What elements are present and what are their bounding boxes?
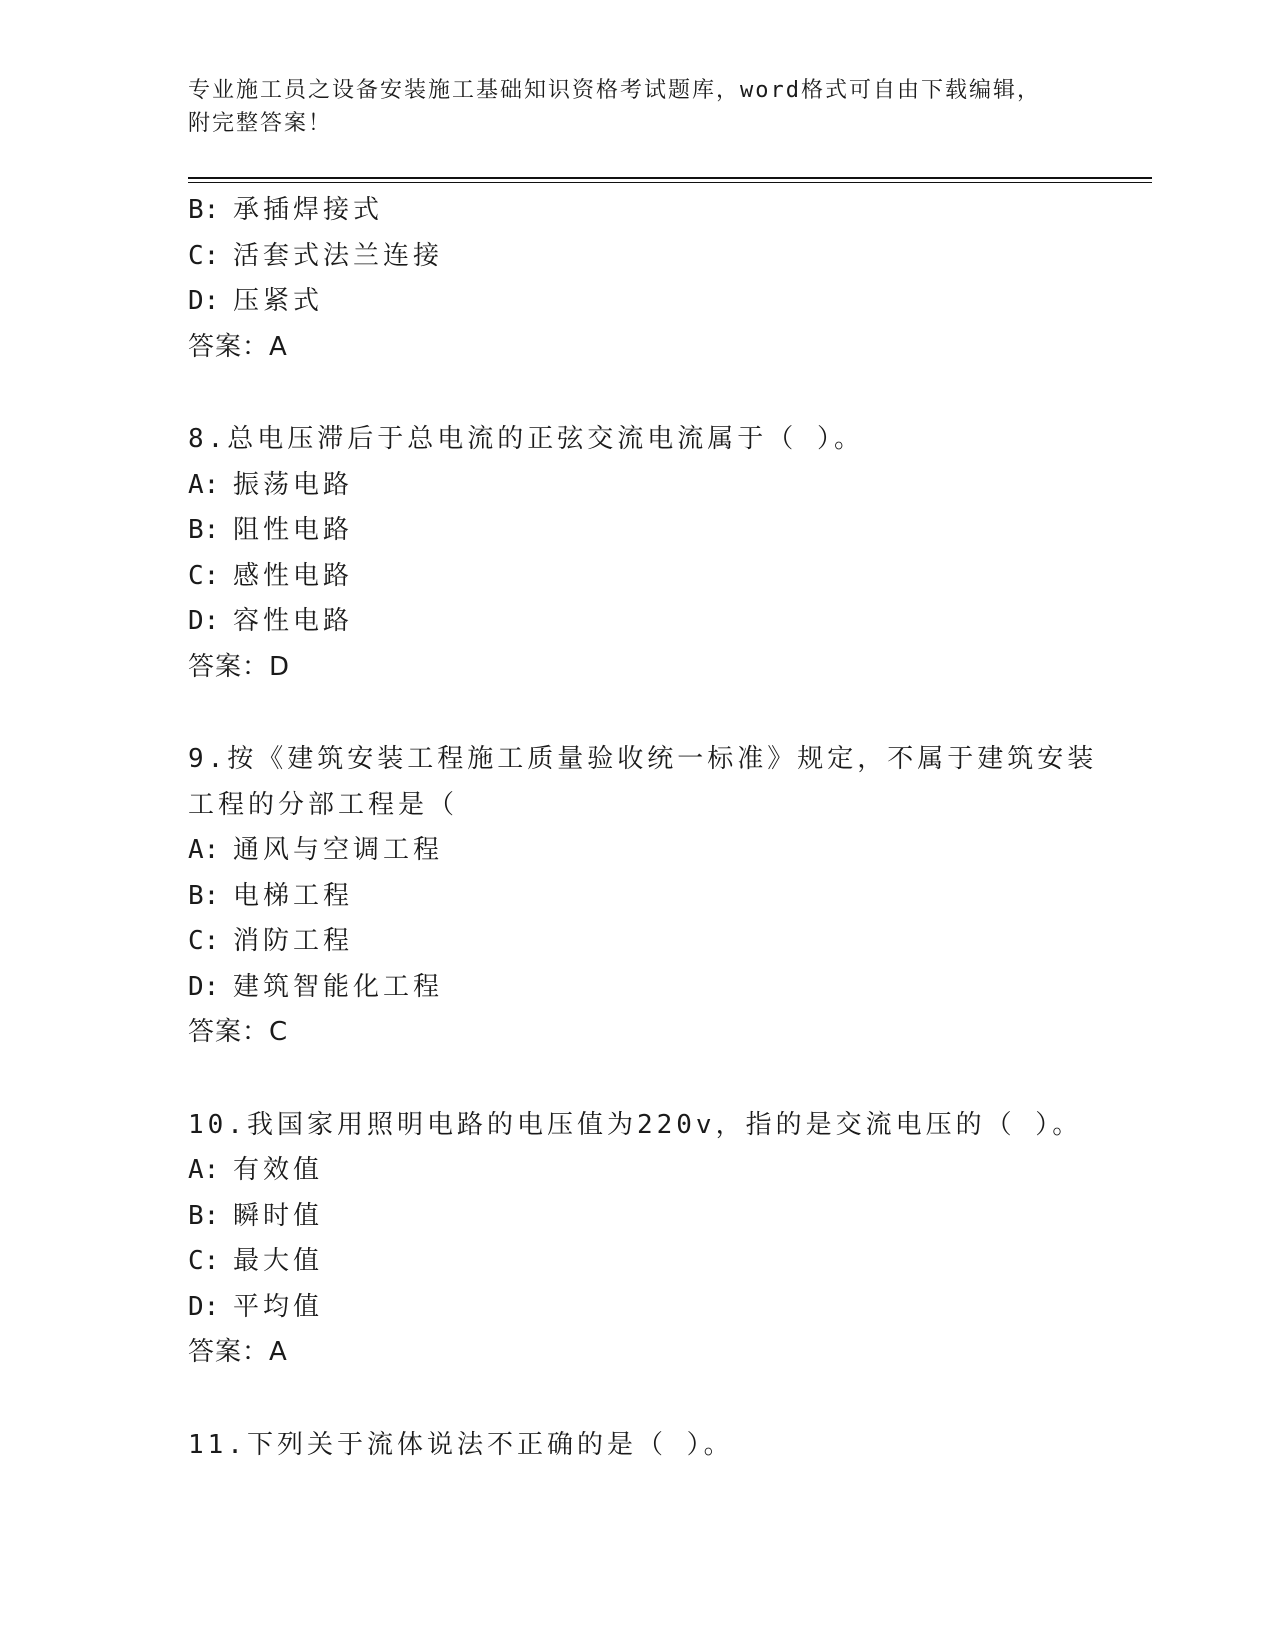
option-label: A: [188, 1155, 220, 1185]
header-divider-thick [188, 177, 1152, 179]
spacer [188, 370, 1152, 417]
question-text: 10.我国家用照明电路的电压值为220v，指的是交流电压的（ ）。 [188, 1109, 1083, 1140]
answer-line: 答案：A [188, 331, 288, 362]
option-text: 活套式法兰连接 [233, 240, 444, 271]
option-d [188, 279, 1152, 325]
option-b [188, 1194, 1152, 1240]
spacer [188, 1376, 1152, 1423]
option-label: D: [188, 1291, 220, 1322]
option-text: 瞬时值 [233, 1200, 324, 1231]
option-d [188, 599, 1152, 645]
option-text: 通风与空调工程 [233, 835, 444, 865]
question-block-8 [188, 417, 1152, 690]
question-text: 11.下列关于流体说法不正确的是（ ）。 [188, 1429, 734, 1460]
option-a [188, 463, 1152, 509]
option-label: D: [188, 286, 220, 316]
question-block-7 [188, 188, 1152, 370]
option-label: C: [188, 240, 220, 271]
option-text: 容性电路 [233, 606, 354, 636]
question-text: 9.按《建筑安装工程施工质量验收统一标准》规定，不属于建筑安装 [188, 744, 1098, 774]
option-b [188, 188, 1152, 234]
option-label: B: [188, 195, 220, 225]
header-line-2: 附完整答案！ [188, 111, 333, 136]
option-d [188, 965, 1152, 1011]
header-divider-thin [188, 182, 1152, 183]
question-block-9 [188, 737, 1152, 1056]
option-text: 承插焊接式 [233, 195, 384, 225]
question-text: 8.总电压滞后于总电流的正弦交流电流属于（ ）。 [188, 424, 864, 454]
option-text: 压紧式 [233, 286, 324, 316]
document-header [188, 74, 1088, 140]
option-label: B: [188, 1200, 220, 1231]
option-label: C: [188, 926, 220, 956]
option-c [188, 234, 1152, 280]
spacer [188, 1056, 1152, 1103]
question-block-10 [188, 1103, 1152, 1376]
option-text: 消防工程 [233, 926, 354, 956]
question-list [188, 188, 1152, 1468]
option-label: D: [188, 971, 220, 1002]
option-a [188, 1148, 1152, 1194]
option-text: 电梯工程 [233, 880, 354, 911]
option-text: 建筑智能化工程 [233, 971, 444, 1002]
header-line-1: 专业施工员之设备安装施工基础知识资格考试题库，word格式可自由下载编辑， [188, 78, 1041, 103]
option-label: B: [188, 515, 220, 545]
option-a [188, 828, 1152, 874]
option-text: 平均值 [233, 1291, 324, 1322]
option-c [188, 1239, 1152, 1285]
option-text: 振荡电路 [233, 469, 354, 500]
option-text: 最大值 [233, 1246, 324, 1276]
option-text: 阻性电路 [233, 515, 354, 545]
option-label: B: [188, 880, 220, 911]
question-block-11 [188, 1423, 1152, 1469]
answer-line: 答案：D [188, 651, 291, 682]
option-label: C: [188, 560, 220, 591]
question-text-continued: 工程的分部工程是（ [188, 789, 459, 820]
option-label: C: [188, 1246, 220, 1276]
option-b [188, 508, 1152, 554]
option-c [188, 554, 1152, 600]
option-d [188, 1285, 1152, 1331]
spacer [188, 690, 1152, 737]
answer-line: 答案：A [188, 1337, 288, 1367]
option-label: A: [188, 835, 220, 865]
option-text: 有效值 [233, 1155, 324, 1185]
option-label: D: [188, 606, 220, 636]
option-text: 感性电路 [233, 560, 354, 591]
answer-line: 答案：C [188, 1017, 289, 1047]
option-c [188, 919, 1152, 965]
option-b [188, 874, 1152, 920]
option-label: A: [188, 469, 220, 500]
